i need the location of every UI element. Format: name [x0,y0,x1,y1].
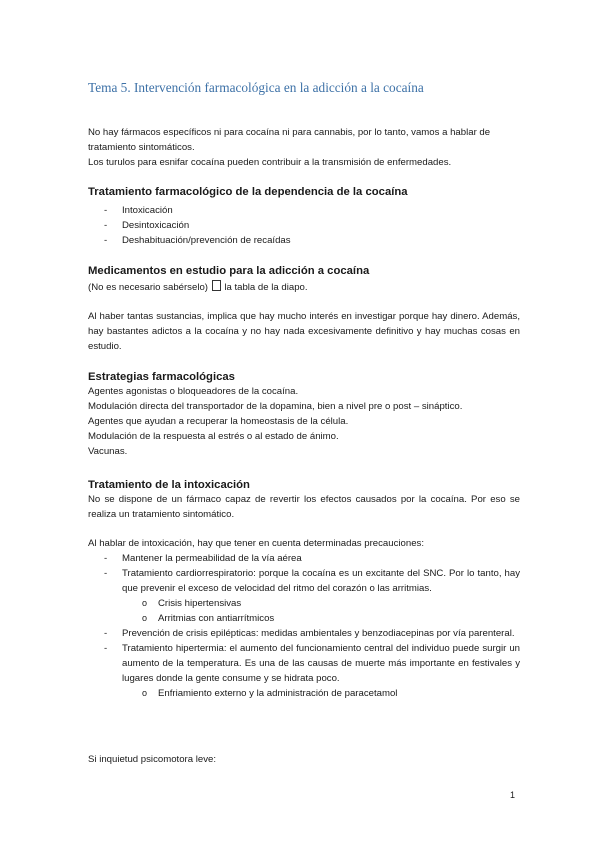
section-intoxication [88,478,520,701]
section-heading: Estrategias farmacológicas [88,371,235,383]
section-medications [88,264,520,354]
precautions-list [88,551,520,701]
note-text: la tabla de la diapo. [224,282,308,293]
precautions-intro: Al hablar de intoxicación, hay que tener en cuenta determinadas precauciones: [88,538,424,549]
medications-note [88,280,520,295]
sub-list [88,596,520,626]
note-text: (No es necesario sabérselo) [88,282,208,293]
intro-paragraph-2: Los turulos para esnifar cocaína pueden contribuir a la transmisión de enfermedades. [88,157,452,168]
sub-list [88,686,520,701]
arrow-icon [212,280,221,291]
list-item: - Mantener la permeabilidad de la vía aérea [88,551,520,566]
closing-block [88,752,520,767]
sub-list-item: o Enfriamiento externo y la administración de paracetamol [88,686,520,701]
list-item-text: Tratamiento hipertermia: el aumento del funcionamiento central del individuo puede surgir un aumento de la temperatura. Es una de las causas de muerte más importante en festivales y lugares donde la gente consume y se hidrata poco. [122,643,520,684]
intro-paragraph-1: No hay fármacos específicos ni para cocaína ni para cannabis, por lo tanto, vamos a hablar de tratamiento sintomáticos. [88,127,491,153]
list-item: - Desintoxicación [88,218,520,233]
strategy-line: Agentes que ayudan a recuperar la homeostasis de la célula. [88,416,349,427]
strategy-line: Agentes agonistas o bloqueadores de la cocaína. [88,386,299,397]
list-item: - Deshabituación/prevención de recaídas [88,233,520,248]
section-treatment [88,185,520,248]
document-page [88,0,520,848]
section-strategies [88,370,520,459]
treatment-list [88,203,520,248]
intoxication-paragraph: No se dispone de un fármaco capaz de revertir los efectos causados por la cocaína. Por eso se realiza un tratamiento sintomático. [88,494,520,520]
list-item [88,641,520,701]
medications-paragraph: Al haber tantas sustancias, implica que hay mucho interés en investigar porque hay dinero. Además, hay bastantes adictos a la cocaína y no hay nada excesivamente definitivo y hay muchas cosas en estudio. [88,311,520,352]
section-heading: Medicamentos en estudio para la adicción a cocaína [88,265,370,277]
document-title: Tema 5. Intervención farmacológica en la adicción a la cocaína [88,80,424,95]
section-heading: Tratamiento de la intoxicación [88,479,250,491]
section-heading: Tratamiento farmacológico de la dependencia de la cocaína [88,186,408,198]
strategy-line: Modulación directa del transportador de la dopamina, bien a nivel pre o post – sináptico. [88,401,463,412]
page-number: 1 [510,790,516,800]
intro-block [88,125,520,170]
list-item [88,566,520,626]
sub-list-item: o Arritmias con antiarrítmicos [88,611,520,626]
list-item: - Prevención de crisis epilépticas: medidas ambientales y benzodiacepinas por vía parenteral. [88,626,520,641]
sub-list-item: o Crisis hipertensivas [88,596,520,611]
strategy-line: Vacunas. [88,446,128,457]
closing-line: Si inquietud psicomotora leve: [88,754,216,765]
list-item: - Intoxicación [88,203,520,218]
strategy-line: Modulación de la respuesta al estrés o al estado de ánimo. [88,431,339,442]
list-item-text: Tratamiento cardiorrespiratorio: porque la cocaína es un excitante del SNC. Por lo tanto, hay que prevenir el exceso de velocidad del ritmo del corazón o las arritmias. [122,568,520,594]
